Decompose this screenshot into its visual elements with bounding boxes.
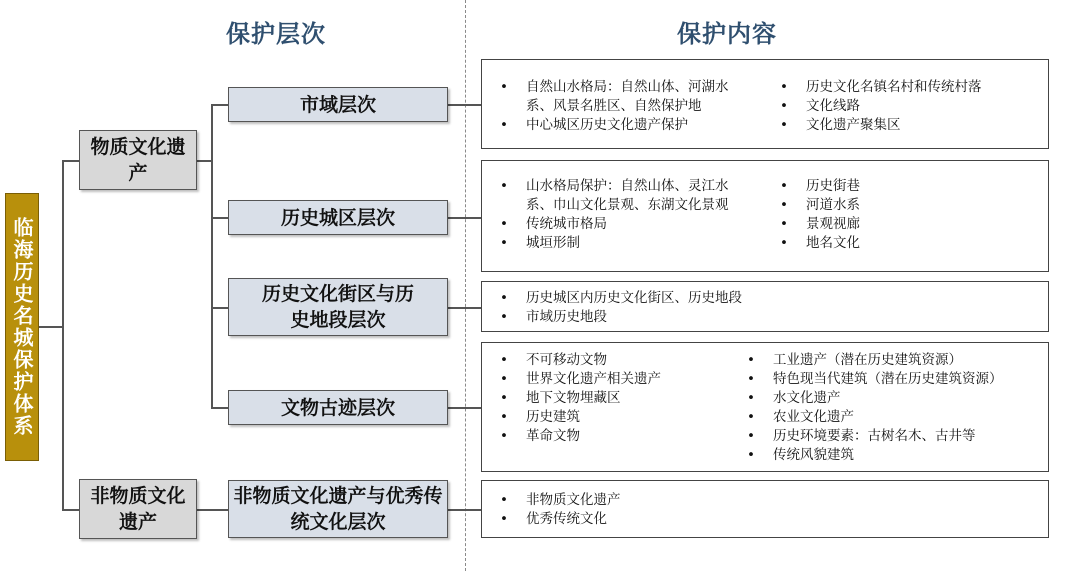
list-item: • 地名文化	[780, 234, 860, 253]
list-item: • 特色现当代建筑（潜在历史建筑资源）	[747, 370, 1003, 389]
category-nonmaterial-label: 非物质文化遗产	[90, 485, 186, 533]
list-item: • 自然山水格局：自然山体、河湖水系、风景名胜区、自然保护地	[500, 78, 752, 116]
level-relics-label: 文物古迹层次	[280, 396, 395, 419]
list-item: • 历史文化名镇名村和传统村落	[780, 78, 982, 97]
list-item: • 文化遗产聚集区	[780, 116, 982, 135]
level-blocks-label: 历史文化街区与历史地段层次	[261, 283, 414, 331]
list-item: • 文化线路	[780, 97, 982, 116]
content-blocks	[481, 281, 1049, 332]
content-city	[481, 59, 1049, 149]
content-relics	[481, 342, 1049, 472]
list-item: • 水文化遗产	[747, 389, 1003, 408]
category-nonmaterial-heritage	[79, 479, 197, 539]
list-item: • 中心城区历史文化遗产保护	[500, 116, 752, 135]
content-historic-district-right	[780, 177, 860, 253]
level-relics	[228, 390, 448, 425]
level-city-label: 市域层次	[299, 93, 376, 116]
list-item: • 历史街巷	[780, 177, 860, 196]
root-label: 临海历史名城保护体系	[10, 217, 34, 437]
content-historic-district	[481, 160, 1049, 272]
list-item: • 农业文化遗产	[747, 408, 1003, 427]
level-historic-district-label: 历史城区层次	[280, 206, 395, 229]
content-blocks-left	[500, 289, 742, 327]
content-intangible-left	[500, 491, 621, 529]
list-item: • 非物质文化遗产	[500, 491, 621, 510]
list-item: • 城垣形制	[500, 234, 752, 253]
level-city	[228, 87, 448, 122]
level-blocks	[228, 278, 448, 336]
protection-levels-header: 保护层次	[226, 20, 326, 48]
list-item: • 市域历史地段	[500, 308, 742, 327]
category-material-heritage	[79, 130, 197, 190]
content-intangible	[481, 480, 1049, 538]
list-item: • 历史城区内历史文化街区、历史地段	[500, 289, 742, 308]
list-item: • 工业遗产（潜在历史建筑资源）	[747, 351, 1003, 370]
column-divider	[465, 0, 466, 571]
list-item: • 优秀传统文化	[500, 510, 621, 529]
level-intangible-label: 非物质文化遗产与优秀传统文化层次	[233, 485, 443, 533]
content-city-left	[500, 78, 752, 135]
list-item: • 历史环境要素：古树名木、古井等	[747, 427, 1003, 446]
category-material-label: 物质文化遗产	[90, 136, 186, 184]
list-item: • 传统城市格局	[500, 215, 752, 234]
content-relics-right	[747, 351, 1003, 465]
list-item: • 世界文化遗产相关遗产	[500, 370, 661, 389]
list-item: • 景观视廊	[780, 215, 860, 234]
list-item: • 地下文物埋藏区	[500, 389, 661, 408]
list-item: • 传统风貌建筑	[747, 446, 1003, 465]
list-item: • 不可移动文物	[500, 351, 661, 370]
content-relics-left	[500, 351, 661, 446]
protection-content-header: 保护内容	[677, 20, 777, 48]
content-city-right	[780, 78, 982, 135]
content-historic-district-left	[500, 177, 752, 253]
root-node	[5, 193, 39, 461]
list-item: • 历史建筑	[500, 408, 661, 427]
level-historic-district	[228, 200, 448, 235]
list-item: • 河道水系	[780, 196, 860, 215]
level-intangible	[228, 480, 448, 538]
list-item: • 山水格局保护：自然山体、灵江水系、巾山文化景观、东湖文化景观	[500, 177, 752, 215]
list-item: • 革命文物	[500, 427, 661, 446]
